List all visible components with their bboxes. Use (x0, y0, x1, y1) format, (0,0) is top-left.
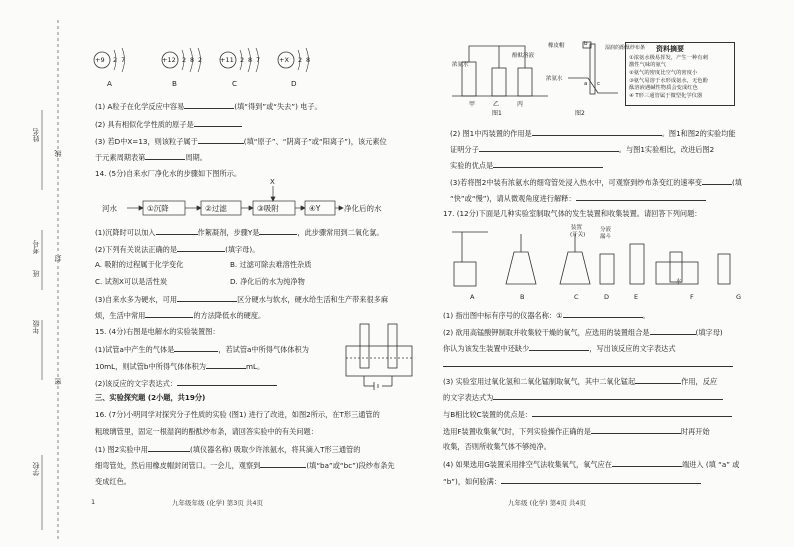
electrolysis-apparatus (340, 318, 420, 393)
app-small-switch: (开关) (570, 232, 586, 238)
flow-step-3: ③吸附 (257, 204, 279, 213)
info-line-5: 酞溶液遇碱性物质会变成红色 (629, 85, 698, 91)
atom-label-c: C (232, 79, 238, 88)
app-label-d: D (604, 293, 610, 301)
q16-1-end: 变成红色。 (95, 477, 131, 486)
atom-c-shell3: 7 (256, 56, 261, 64)
info-box (625, 42, 735, 106)
info-line-3: ②氨气的密度比空气的密度小 (629, 70, 698, 76)
app-label-e: E (634, 293, 639, 301)
atom-label-b: B (172, 79, 177, 88)
fig2-caption: 图2 (575, 110, 585, 117)
q14-title: 14. (5分)自来水厂净化水的步骤如下图所示。 (95, 169, 242, 178)
q15-1: (1)试管a中产生的气体是 ，若试管a中所得气体体积为 (95, 345, 309, 354)
q17-1: (1) 指出图中标有序号的仪器名称：① 。 (443, 311, 650, 320)
app-label-c: C (574, 293, 579, 301)
q14-2: (2)下列有关说法正确的是 (填字母)。 (95, 245, 260, 254)
app-small-device: 装置 (571, 225, 583, 231)
fig2-label-b: b (584, 41, 588, 47)
atom-d-nucleus: +X (279, 56, 289, 64)
app-label-b: B (520, 293, 525, 301)
footer-right: 九年级 (化学) 第4页 共4页 (508, 499, 587, 507)
q14-opt-c: C. 试剂X可以是活性炭 (95, 277, 168, 286)
atom-d-shell1: 2 (298, 56, 303, 64)
atom-b-nucleus: +12 (162, 56, 176, 64)
atom-c-shell1: 2 (240, 56, 245, 64)
app-small-funnel-1: 分液 (600, 227, 612, 233)
q17-4-cont: “b”)，如何验满： (443, 476, 701, 486)
q16-3: (3)若将图2中装有浓氨水的细弯管处浸入热水中，可观察到纱布条变红的速率变 (填 (450, 178, 742, 187)
seal-class-label: 班 (32, 270, 40, 277)
seal-grade-label: 年级 (32, 320, 40, 334)
info-line-2: 激性气味的氨气 (629, 62, 667, 68)
seal-exam-no-label: 考号 (32, 240, 40, 254)
q17-title: 17. (12分)下面是几种实验室制取气体的发生装置和收集装置。请回答下列问题： (443, 209, 702, 218)
q16-2-cont: 证明分子 。与图1实验相比，改进后图2 (450, 145, 715, 154)
footer-left: 九年级年级 (化学) 第3页 共4页 (172, 499, 264, 507)
fig1-label-jia: 甲 (469, 101, 476, 108)
fig2-label-ammonia: 浓氨水 (546, 76, 563, 82)
gas-apparatus-a-g (448, 222, 748, 294)
atom-a-shell2: 7 (121, 56, 126, 64)
flow-step-4: ④Y (309, 204, 321, 213)
app-label-f: F (690, 293, 694, 301)
fig2-label-rubber-cap: 橡皮帽 (548, 43, 565, 49)
info-line-6: ④ T形三通管属于微型化学仪器 (629, 93, 703, 99)
fig1-label-yi: 乙 (493, 101, 500, 108)
q14-opt-d: D. 净化后的水为纯净物 (230, 277, 305, 286)
q15-title: 15. (4分)右图是电解水的实验装置图： (95, 327, 220, 336)
q16-1: (1) 图2实验中用 (填仪器名称) 吸取少许浓氨水，将其滴入T形三通管的 (95, 445, 361, 454)
q16-intro-cont: 粗玻璃管里，固定一根湿润的酚酞纱布条，请回答实验中的有关问题： (95, 427, 318, 436)
q17-3-eq: 的文字表达式为 (443, 392, 723, 402)
flow-clean-water: 净化后的水 (344, 204, 382, 213)
water-flow-diagram (95, 180, 375, 220)
q14-opt-b: B. 过滤可除去难溶性杂质 (230, 260, 312, 269)
section-3-title: 三、实验探究题 (2小题，共19分) (95, 393, 206, 402)
q16-1-cont: 细弯管处，然后用橡皮帽封闭管口。一会儿，观察到 (填“ba”或“bc”)段纱布条先 (95, 461, 395, 470)
atom-d-shell2: 8 (306, 56, 311, 64)
q13-1: (1) A粒子在化学反应中容易 (填“得到”或“失去”) 电子。 (95, 102, 322, 111)
atom-a-shell1: 2 (113, 56, 118, 64)
q17-3-f: 选用F装置收集氧气时，下列实验操作正确的是 时再开始 (443, 427, 710, 436)
q17-2-cont: 你认为该发生装置中还缺少 ，写出该反应的文字表达式 (443, 344, 676, 353)
app-small-funnel-2: 漏斗 (600, 234, 612, 240)
seal-name-label: 姓名 (32, 128, 40, 142)
q13-3: (3) 若D中X=13，则该粒子属于 (填“原子”、“阴离子”或“阳离子”)，该元素位 (95, 137, 387, 146)
fig1-label-ammonia: 浓氨水 (452, 62, 469, 68)
info-title: 资料摘要 (656, 45, 684, 53)
q15-1-cont: 10mL，则试管b中所得气体体积为 mL。 (95, 362, 265, 371)
q16-3-cont: “快”或“慢”)，请从微观角度进行解释： (450, 193, 706, 203)
q17-4: (4) 如果选用G装置采用排空气法收集氧气，氧气应在 端进入 (填 “a” 或 (443, 460, 740, 469)
app-label-a: A (470, 293, 475, 301)
atom-b-shell1: 2 (182, 56, 187, 64)
fig2-label-a: a (584, 81, 588, 87)
flow-step-2: ②过滤 (205, 204, 227, 213)
fig1-label-phenolphthalein: 酚酞溶液 (512, 53, 535, 59)
q16-2-end: 实验的优点是 (450, 160, 603, 170)
q14-1: (1)沉降时可以加入 作絮凝剂，步骤Y是 ，此步骤常用到二氧化氯。 (95, 228, 384, 237)
seal-mi: 密 (54, 378, 62, 385)
q17-3-f-cont: 收集，否则所收集气体不够纯净。 (443, 442, 551, 451)
atom-structure-diagrams (88, 46, 338, 94)
q17-3-compare: 与B相比较C装置的优点是： (443, 409, 732, 419)
flow-river-water: 河水 (102, 204, 117, 213)
app-label-g: G (736, 293, 742, 301)
fig1-caption: 图1 (492, 110, 502, 117)
fig2-label-gauze: 湿润的酚酞纱布条 (605, 45, 646, 51)
q13-2: (2) 具有相似化学性质的原子是 (95, 119, 242, 129)
q15-2: (2)该反应的文字表达式： (95, 378, 277, 388)
footer-left-page: 1 (91, 498, 96, 506)
q14-opt-a: A. 吸附的过程属于化学变化 (95, 260, 184, 269)
flow-step-1: ①沉降 (147, 204, 169, 213)
atom-c-nucleus: +11 (220, 56, 234, 64)
fig2-label-c: c (597, 81, 601, 87)
info-line-4: ③氨气易溶于水形成氨水，无色酚 (629, 78, 708, 84)
atom-b-shell2: 8 (190, 56, 195, 64)
app-small-water: 水 (676, 279, 682, 285)
flow-reagent-x: X (270, 178, 275, 186)
seal-xian: 线 (54, 150, 62, 157)
info-line-1: ①浓氨水极易挥发，产生一种有刺 (629, 55, 708, 61)
q17-3: (3) 实验室用过氧化氢和二氧化锰制取氧气，其中二氧化锰起 作用，反应 (443, 377, 718, 386)
q16-2: (2) 图1中丙装置的作用是 。图1和图2的实验均能 (450, 129, 736, 138)
q17-2: (2) 欲用高锰酸钾制取并收集较干燥的氧气，应选用的装置组合是 (填字母) (443, 328, 723, 337)
q14-3-cont: 烦，生活中常用 的方法降低水的硬度。 (95, 311, 266, 320)
seal-feng: 封 (54, 255, 62, 262)
q17-2-line (443, 359, 733, 369)
atom-c-shell2: 8 (248, 56, 253, 64)
fig1-label-bing: 丙 (517, 101, 524, 108)
q13-3-cont: 于元素周期表第 周期。 (95, 153, 207, 162)
seal-school-label: 学校 (32, 462, 40, 476)
atom-label-d: D (291, 79, 297, 88)
q16-intro: 16. (7分)小明同学对探究分子性质的实验 (图1) 进行了改进，如图2所示，在T形三通管的 (95, 410, 380, 419)
q14-3: (3)自来水多为硬水，可用 区分硬水与软水，硬水给生活和生产带来很多麻 (95, 295, 389, 304)
atom-a-nucleus: +9 (95, 56, 105, 64)
atom-b-shell3: 2 (198, 56, 203, 64)
atom-label-a: A (107, 79, 112, 88)
